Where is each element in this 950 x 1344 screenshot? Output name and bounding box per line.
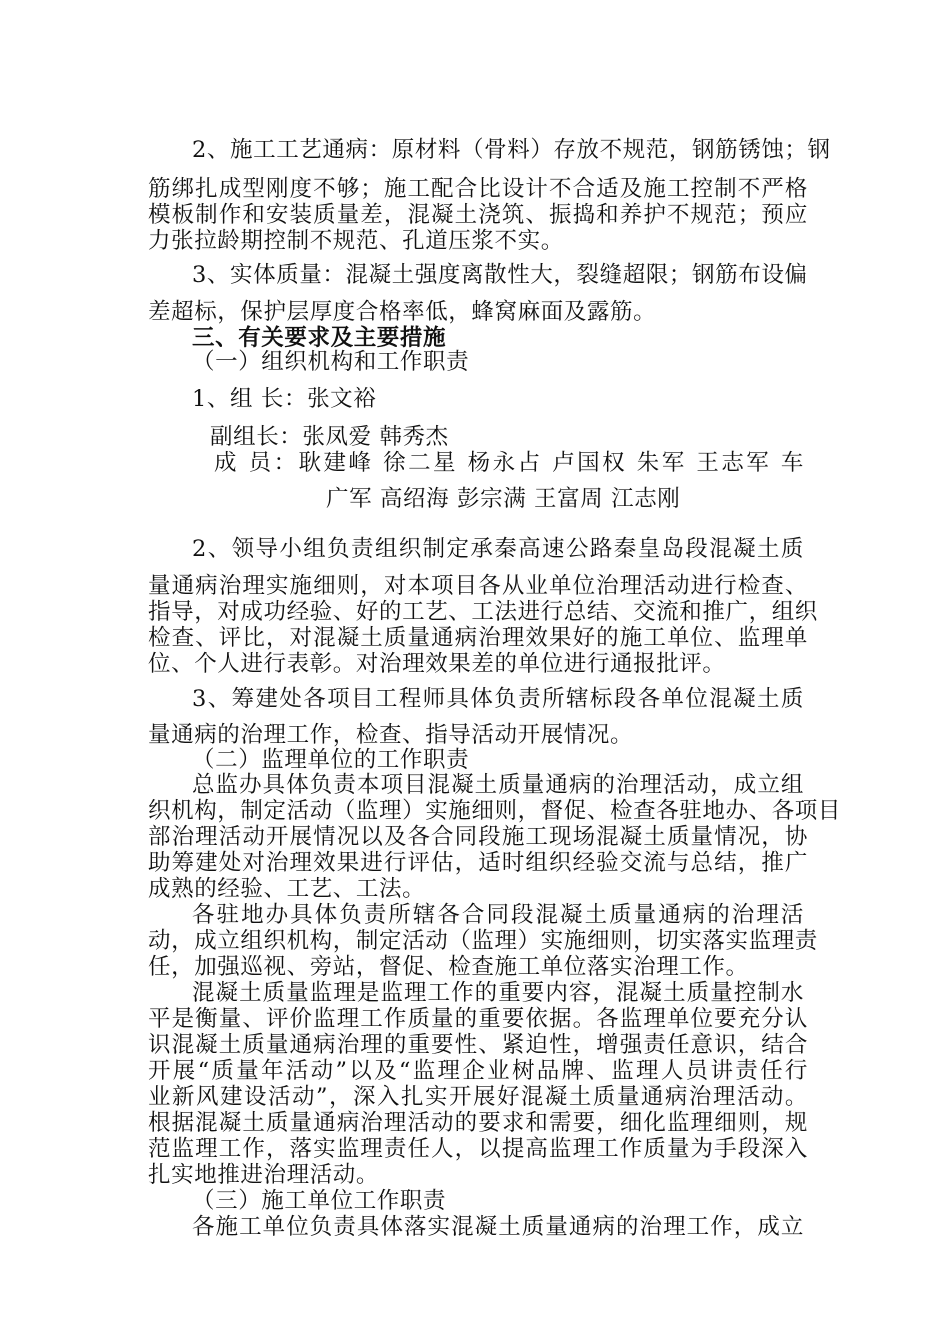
paragraph-line: 2、领导小组负责组织制定承秦高速公路秦皇岛段混凝土质 <box>192 536 804 562</box>
paragraph-line: 3、筹建处各项目工程师具体负责所辖标段各单位混凝土质 <box>192 686 804 712</box>
section-heading: 三、有关要求及主要措施 <box>192 325 447 351</box>
subsection-heading: （二）监理单位的工作职责 <box>192 747 470 773</box>
paragraph-line: 扎实地推进治理活动。 <box>148 1162 380 1188</box>
leader-line: 1、组 长：张文裕 <box>192 386 377 412</box>
paragraph-line: 模板制作和安装质量差，混凝土浇筑、振捣和养护不规范；预应 <box>148 202 808 228</box>
paragraph-line: 部治理活动开展情况以及各合同段施工现场混凝土质量情况，协 <box>148 824 808 850</box>
paragraph-line: 业新风建设活动”，深入扎实开展好混凝土质量通病治理活动。 <box>148 1084 808 1110</box>
paragraph-line: 位、个人进行表彰。对治理效果差的单位进行通报批评。 <box>148 651 726 677</box>
paragraph-line: 范监理工作，落实监理责任人，以提高监理工作质量为手段深入 <box>148 1136 808 1162</box>
subsection-heading: （三）施工单位工作职责 <box>192 1188 447 1214</box>
paragraph-line: 差超标，保护层厚度合格率低，蜂窝麻面及露筋。 <box>148 299 657 325</box>
paragraph-line: 识混凝土质量通病治理的重要性、紧迫性，增强责任意识，结合 <box>148 1032 808 1058</box>
paragraph-line: 2、施工工艺通病：原材料（骨料）存放不规范，钢筋锈蚀；钢 <box>192 137 831 163</box>
paragraph-line: 总监办具体负责本项目混凝土质量通病的治理活动，成立组 <box>192 772 804 798</box>
paragraph-line: 各施工单位负责具体落实混凝土质量通病的治理工作，成立 <box>192 1214 804 1240</box>
paragraph-line: 开展“质量年活动”以及“监理企业树品牌、监理人员讲责任行 <box>148 1058 808 1084</box>
members-line: 成 员：耿建峰 徐二星 杨永占 卢国权 朱军 王志军 车 <box>214 450 804 476</box>
paragraph-line: 平是衡量、评价监理工作质量的重要依据。各监理单位要充分认 <box>148 1006 808 1032</box>
paragraph-line: 检查、评比，对混凝土质量通病治理效果好的施工单位、监理单 <box>148 625 808 651</box>
paragraph-line: 各驻地办具体负责所辖各合同段混凝土质量通病的治理活 <box>192 902 804 928</box>
paragraph-line: 动，成立组织机构，制定活动（监理）实施细则，切实落实监理责 <box>148 928 818 954</box>
paragraph-line: 混凝土质量监理是监理工作的重要内容，混凝土质量控制水 <box>192 980 804 1006</box>
paragraph-line: 助筹建处对治理效果进行评估，适时组织经验交流与总结，推广 <box>148 850 808 876</box>
paragraph-line: 筋绑扎成型刚度不够；施工配合比设计不合适及施工控制不严格 <box>148 176 808 202</box>
paragraph-line: 量通病的治理工作，检查、指导活动开展情况。 <box>148 722 634 748</box>
paragraph-line: 指导，对成功经验、好的工艺、工法进行总结、交流和推广，组织 <box>148 599 818 625</box>
paragraph-line: 根据混凝土质量通病治理活动的要求和需要，细化监理细则，规 <box>148 1110 808 1136</box>
paragraph-line: 3、实体质量：混凝土强度离散性大，裂缝超限；钢筋布设偏 <box>192 262 808 288</box>
deputy-leader-line: 副组长：张凤爱 韩秀杰 <box>210 424 449 450</box>
paragraph-line: 量通病治理实施细则，对本项目各从业单位治理活动进行检查、 <box>148 573 808 599</box>
paragraph-line: 成熟的经验、工艺、工法。 <box>148 876 426 902</box>
subsection-heading: （一）组织机构和工作职责 <box>192 349 470 375</box>
paragraph-line: 力张拉龄期控制不规范、孔道压浆不实。 <box>148 228 564 254</box>
members-line: 广军 高绍海 彭宗满 王富周 江志刚 <box>326 486 681 512</box>
paragraph-line: 任，加强巡视、旁站，督促、检查施工单位落实治理工作。 <box>148 954 749 980</box>
paragraph-line: 织机构，制定活动（监理）实施细则，督促、检查各驻地办、各项目 <box>148 798 842 824</box>
